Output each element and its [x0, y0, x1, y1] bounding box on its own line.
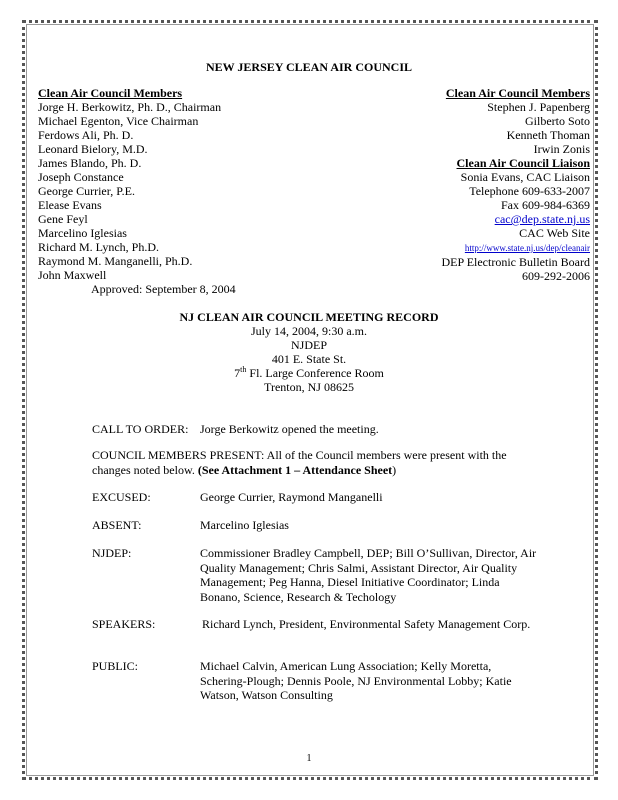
member-name: Leonard Bielory, M.D. [38, 142, 148, 156]
meeting-header [0, 310, 618, 394]
public-text: Michael Calvin, American Lung Association; Kelly Moretta, Schering-Plough; Dennis Poole, NJ Environmental Lobby; Katie Watson, Watson Consulting [200, 659, 512, 702]
member-name: Marcelino Iglesias [38, 226, 127, 240]
absent-text: Marcelino Iglesias [200, 518, 289, 532]
website-label: CAC Web Site [519, 226, 590, 240]
member-name: Gene Feyl [38, 212, 88, 226]
member-name: George Currier, P.E. [38, 184, 135, 198]
excused-label: EXCUSED: [92, 490, 151, 504]
speakers-text: Richard Lynch, President, Environmental Safety Management Corp. [202, 617, 531, 631]
attachment-reference: (See Attachment 1 – Attendance Sheet [197, 462, 393, 477]
member-name: Joseph Constance [38, 170, 124, 184]
page-number: 1 [306, 753, 312, 764]
absent-label: ABSENT: [92, 518, 142, 532]
website-link[interactable]: http://www.state.nj.us/dep/cleanair [464, 243, 590, 253]
left-member-column [38, 86, 236, 296]
meeting-room: 7th Fl. Large Conference Room [234, 365, 384, 380]
liaison-fax: Fax 609-984-6369 [501, 198, 590, 212]
member-name: Michael Egenton, Vice Chairman [38, 114, 199, 128]
right-members-heading: Clean Air Council Members [445, 86, 590, 100]
meeting-title: NJ CLEAN AIR COUNCIL MEETING RECORD [179, 310, 439, 324]
meeting-date: July 14, 2004, 9:30 a.m. [251, 324, 367, 338]
member-name: Raymond M. Manganelli, Ph.D. [38, 254, 193, 268]
liaison-telephone: Telephone 609-633-2007 [469, 184, 590, 198]
member-name: James Blando, Ph. D. [38, 156, 142, 170]
public-label: PUBLIC: [92, 659, 139, 673]
liaison-heading: Clean Air Council Liaison [456, 156, 590, 170]
meeting-org: NJDEP [290, 338, 327, 352]
call-to-order-label: CALL TO ORDER: [92, 422, 189, 436]
approved-date: Approved: September 8, 2004 [91, 282, 236, 296]
njdep-text: Commissioner Bradley Campbell, DEP; Bill O’Sullivan, Director, Air Quality Management; Chris Salmi, Assistant Director, Air Quality Management; Peg Hanna, Diesel Initiative Coordinator; Linda Bonano, Science, Research & Techology [200, 546, 537, 604]
liaison-name: Sonia Evans, CAC Liaison [460, 170, 590, 184]
member-name: Ferdows Ali, Ph. D. [38, 128, 134, 142]
members-present-paragraph: COUNCIL MEMBERS PRESENT: All of the Council members were present with the changes noted below. (See Attachment 1 – Attendance Sheet) [92, 448, 507, 477]
njdep-label: NJDEP: [92, 546, 132, 560]
member-name: Irwin Zonis [533, 142, 590, 156]
document-title: NEW JERSEY CLEAN AIR COUNCIL [205, 60, 413, 74]
member-name: John Maxwell [38, 268, 107, 282]
member-name: Stephen J. Papenberg [487, 100, 590, 114]
right-member-column [441, 86, 590, 283]
left-members-heading: Clean Air Council Members [38, 86, 183, 100]
member-name: Jorge H. Berkowitz, Ph. D., Chairman [38, 100, 222, 114]
bulletin-phone: 609-292-2006 [522, 269, 590, 283]
member-name: Elease Evans [38, 198, 102, 212]
excused-text: George Currier, Raymond Manganelli [200, 490, 383, 504]
member-name: Richard M. Lynch, Ph.D. [38, 240, 159, 254]
bulletin-label: DEP Electronic Bulletin Board [441, 255, 590, 269]
meeting-city: Trenton, NJ 08625 [264, 380, 354, 394]
speakers-label: SPEAKERS: [92, 617, 156, 631]
member-name: Kenneth Thoman [506, 128, 590, 142]
meeting-address: 401 E. State St. [271, 352, 347, 366]
email-link[interactable]: cac@dep.state.nj.us [494, 212, 590, 226]
call-to-order-text: Jorge Berkowitz opened the meeting. [200, 422, 379, 436]
member-name: Gilberto Soto [525, 114, 590, 128]
